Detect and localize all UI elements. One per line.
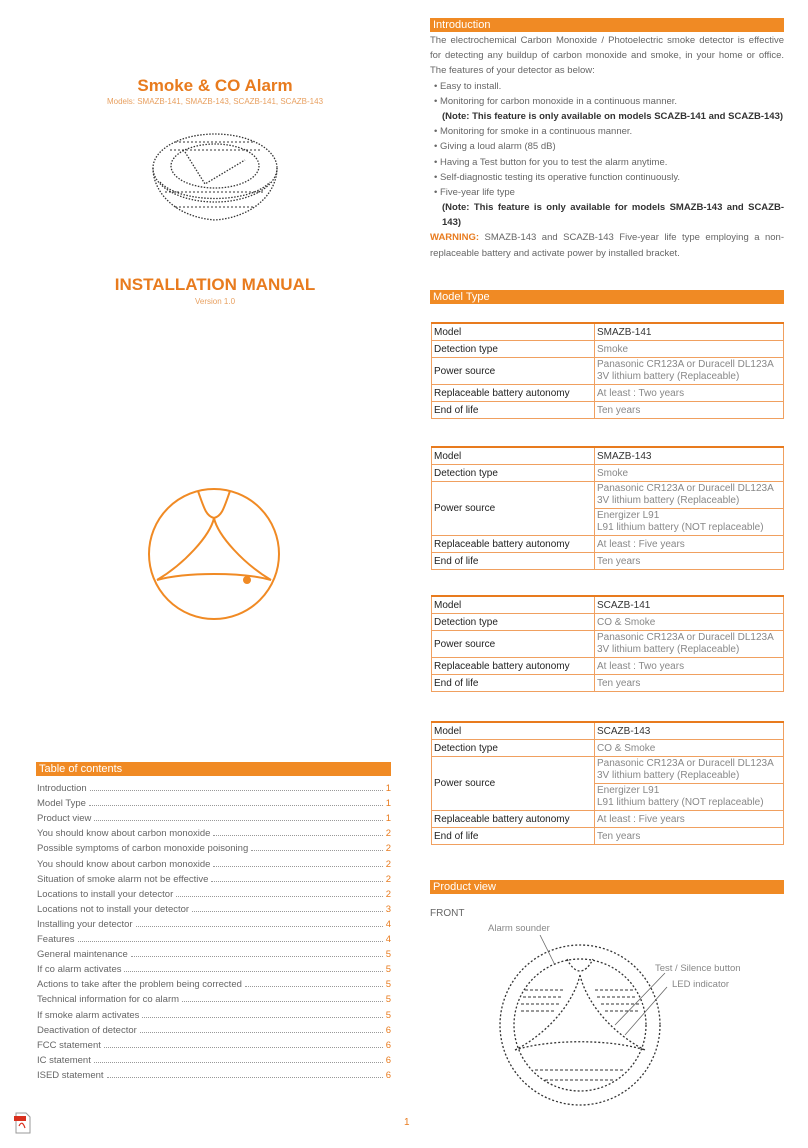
power-line: L91 lithium battery (NOT replaceable) [597,522,764,533]
toc-entry[interactable] [37,1021,391,1036]
page-number: 1 [404,1117,410,1128]
document-title: Smoke & CO Alarm [137,76,293,95]
toc-entry-label: If co alarm activates [37,964,122,976]
toc-entry-label: Situation of smoke alarm not be effective [37,873,209,885]
model-spec-table [431,721,784,845]
power-label: Power source [432,358,595,385]
toc-leader-dots [94,820,382,821]
power-line: L91 lithium battery (NOT replaceable) [597,797,764,808]
toc-entry[interactable] [37,1036,391,1051]
toc-entry[interactable] [37,960,391,975]
manual-title: INSTALLATION MANUAL [114,275,316,294]
autonomy-label: Replaceable battery autonomy [432,811,595,828]
toc-leader-dots [192,911,383,912]
model-label: Model [432,323,595,341]
power-label: Power source [432,482,595,536]
toc-entry[interactable] [37,990,391,1005]
toc-entry-label: Locations to install your detector [37,888,174,900]
toc-leader-dots [89,805,383,806]
toc-entry-label: Product view [37,813,92,825]
toc-leader-dots [142,1017,382,1018]
detection-value: Smoke [595,465,784,482]
power-line: Panasonic CR123A or Duracell DL123A [597,359,774,370]
model-spec-table [431,595,784,692]
feature-list [430,79,784,231]
feature-item: • Monitoring for carbon monoxide in a continuous manner. [434,95,678,107]
power-value [595,757,784,784]
toc-entry-page: 2 [385,843,391,855]
toc-entry-label: FCC statement [37,1039,101,1051]
power-label: Power source [432,631,595,658]
feature-item: • Having a Test button for you to test the alarm anytime. [434,156,668,168]
product-front-sketch-image [495,935,675,1110]
toc-entry-label: Deactivation of detector [37,1024,137,1036]
toc-entry[interactable] [37,930,391,945]
warning-body: SMAZB-143 and SCAZB-143 Five-year life type employing a non-replaceable battery and activate power by installed bracket. [430,232,784,259]
toc-entry-label: Features [37,934,75,946]
toc-entry-label: Introduction [37,783,87,795]
power-line: 3V lithium battery (Replaceable) [597,495,740,506]
toc-entry-page: 5 [385,994,391,1006]
toc-leader-dots [176,896,382,897]
detector-sketch-image [145,122,285,227]
autonomy-value: At least : Five years [595,536,784,553]
autonomy-value: At least : Five years [595,811,784,828]
detection-label: Detection type [432,740,595,757]
model-spec-table [431,446,784,570]
toc-entry[interactable] [37,900,391,915]
toc-entry-page: 2 [385,828,391,840]
toc-leader-dots [182,1001,383,1002]
toc-entry-label: ISED statement [37,1069,104,1081]
toc-entry-page: 1 [385,783,391,795]
toc-entry-page: 6 [385,1054,391,1066]
product-view-heading: Product view [430,880,784,894]
toc-entry[interactable] [37,975,391,990]
feature-item: • Five-year life type [434,187,515,199]
power-line: 3V lithium battery (Replaceable) [597,371,740,382]
feature-item: • Monitoring for smoke in a continuous manner. [434,126,633,138]
toc-entry-page: 6 [385,1069,391,1081]
toc-entry-label: Actions to take after the problem being corrected [37,979,242,991]
toc-entry-label: Installing your detector [37,918,133,930]
eol-value: Ten years [595,402,784,419]
toc-entry[interactable] [37,870,391,885]
toc-leader-dots [104,1047,383,1048]
toc-leader-dots [211,881,382,882]
detection-label: Detection type [432,614,595,631]
toc-entry[interactable] [37,839,391,854]
power-line: 3V lithium battery (Replaceable) [597,770,740,781]
toc-entry-label: Locations not to install your detector [37,903,190,915]
toc-entry-page: 3 [385,903,391,915]
detection-label: Detection type [432,465,595,482]
autonomy-label: Replaceable battery autonomy [432,536,595,553]
introduction-heading: Introduction [430,18,784,32]
toc-entry[interactable] [37,824,391,839]
autonomy-label: Replaceable battery autonomy [432,658,595,675]
detection-value: CO & Smoke [595,614,784,631]
eol-value: Ten years [595,828,784,845]
toc-entry[interactable] [37,885,391,900]
toc-leader-dots [94,1062,383,1063]
power-line: Panasonic CR123A or Duracell DL123A [597,483,774,494]
introduction-paragraph: The electrochemical Carbon Monoxide / Photoelectric smoke detector is effective for detecting any buildup of carbon monoxide and smoke, in your home or office. The features of your detector as below: [430,35,784,77]
power-value [595,358,784,385]
toc-entry[interactable] [37,915,391,930]
model-value: SMAZB-143 [595,447,784,465]
toc-leader-dots [140,1032,383,1033]
toc-entry-label: If smoke alarm activates [37,1009,140,1021]
warning-label: WARNING: [430,232,480,243]
eol-value: Ten years [595,675,784,692]
eol-label: End of life [432,828,595,845]
toc-entry[interactable] [37,854,391,869]
front-label: FRONT [430,908,465,919]
callout-alarm-sounder: Alarm sounder [488,923,550,934]
toc-entry-page: 2 [385,858,391,870]
detection-value: Smoke [595,341,784,358]
toc-entry-label: General maintenance [37,949,128,961]
toc-leader-dots [213,835,382,836]
toc-entry-page: 4 [385,934,391,946]
toc-leader-dots [124,971,382,972]
toc-entry-label: Technical information for co alarm [37,994,180,1006]
toc-entry-page: 4 [385,918,391,930]
power-line: 3V lithium battery (Replaceable) [597,644,740,655]
eol-value: Ten years [595,553,784,570]
power-value-alt [595,784,784,811]
detection-value: CO & Smoke [595,740,784,757]
pdf-file-icon [14,1112,32,1134]
power-value-alt [595,509,784,536]
toc-entry[interactable] [37,779,391,794]
toc-entry[interactable] [37,794,391,809]
power-value [595,631,784,658]
warning-text [430,230,784,261]
feature-item: • Giving a loud alarm (85 dB) [434,141,556,153]
version-label: Version 1.0 [194,297,236,306]
power-line: Panasonic CR123A or Duracell DL123A [597,632,774,643]
power-line: Energizer L91 [597,785,660,796]
model-spec-table [431,322,784,419]
feature-note: (Note: This feature is only available on models SCAZB-141 and SCAZB-143) [442,111,784,123]
toc-entry-page: 6 [385,1039,391,1051]
toc-entry-page: 5 [385,964,391,976]
toc-leader-dots [90,790,383,791]
eol-label: End of life [432,402,595,419]
feature-item: • Self-diagnostic testing its operative function continuously. [434,171,681,183]
model-label: Model [432,447,595,465]
eol-label: End of life [432,553,595,570]
toc-leader-dots [213,866,382,867]
toc-leader-dots [107,1077,383,1078]
toc-entry-label: You should know about carbon monoxide [37,858,211,870]
model-type-heading: Model Type [430,290,784,304]
toc-entry-page: 5 [385,979,391,991]
eol-label: End of life [432,675,595,692]
power-line: Energizer L91 [597,510,660,521]
autonomy-label: Replaceable battery autonomy [432,385,595,402]
toc-entry-page: 5 [385,1009,391,1021]
power-label: Power source [432,757,595,811]
toc-entry-page: 6 [385,1024,391,1036]
introduction-body [430,33,784,231]
model-value: SCAZB-141 [595,596,784,614]
detector-logo-icon [146,486,282,622]
autonomy-value: At least : Two years [595,658,784,675]
model-value: SMAZB-141 [595,323,784,341]
callout-test-button: Test / Silence button [655,963,741,974]
model-value: SCAZB-143 [595,722,784,740]
toc-entry-page: 2 [385,888,391,900]
toc-leader-dots [136,926,383,927]
toc-entry[interactable] [37,945,391,960]
models-subtitle: Models: SMAZB-141, SMAZB-143, SCAZB-141, SCAZB-143 [106,97,324,106]
power-line: Panasonic CR123A or Duracell DL123A [597,758,774,769]
feature-item: • Easy to install. [434,80,502,92]
toc-entry[interactable] [37,1066,391,1081]
toc-entry-page: 1 [385,798,391,810]
autonomy-value: At least : Two years [595,385,784,402]
table-of-contents [37,779,391,1081]
toc-entry-page: 2 [385,873,391,885]
model-label: Model [432,596,595,614]
toc-entry-label: Possible symptoms of carbon monoxide poisoning [37,843,249,855]
toc-entry[interactable] [37,1005,391,1020]
toc-entry-label: IC statement [37,1054,91,1066]
toc-entry-label: You should know about carbon monoxide [37,828,211,840]
toc-leader-dots [245,986,383,987]
detection-label: Detection type [432,341,595,358]
toc-leader-dots [131,956,383,957]
feature-note: (Note: This feature is only available for models SMAZB-143 and SCAZB-143) [442,202,784,229]
toc-entry-page: 5 [385,949,391,961]
toc-entry-label: Model Type [37,798,86,810]
model-label: Model [432,722,595,740]
toc-heading: Table of contents [36,762,391,776]
callout-led-indicator: LED indicator [672,979,730,990]
toc-entry[interactable] [37,1051,391,1066]
toc-leader-dots [78,941,383,942]
toc-leader-dots [251,850,382,851]
toc-entry[interactable] [37,809,391,824]
power-value [595,482,784,509]
toc-entry-page: 1 [385,813,391,825]
